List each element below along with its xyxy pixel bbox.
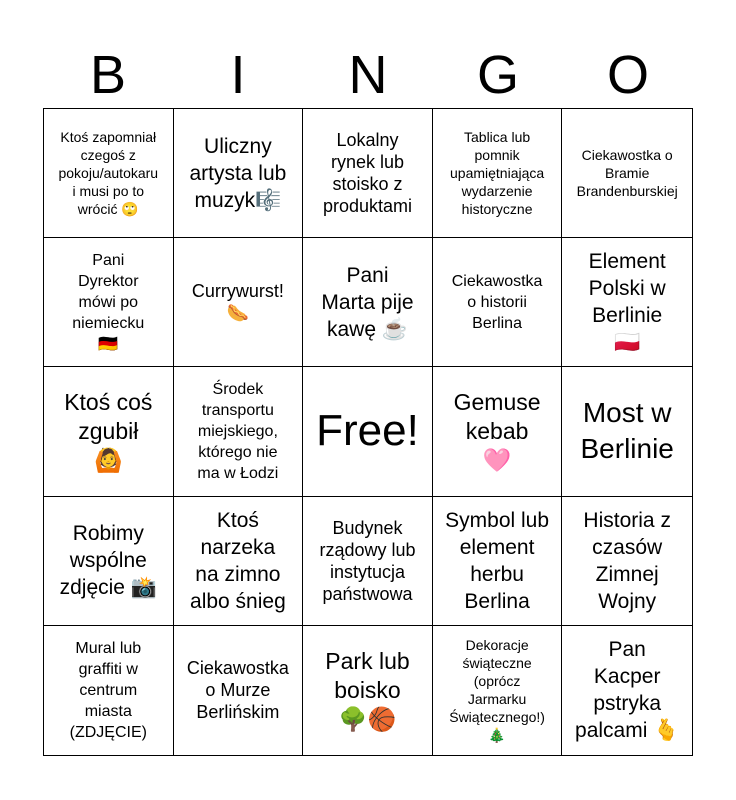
bingo-cell-text: Pan Kacper pstryka palcami 🫰 bbox=[575, 638, 680, 743]
bingo-cell-text: Pani Dyrektor mówi po niemiecku 🇩🇪 bbox=[72, 251, 145, 353]
bingo-cell-r3c2[interactable] bbox=[174, 367, 304, 496]
bingo-cell-r4c4[interactable] bbox=[433, 497, 563, 626]
bingo-cell-r1c4[interactable] bbox=[433, 109, 563, 238]
bingo-cell-text: Currywurst! 🌭 bbox=[191, 281, 284, 324]
bingo-cell-r5c4[interactable] bbox=[433, 626, 563, 755]
bingo-cell-r2c5[interactable] bbox=[562, 238, 692, 367]
bingo-cell-r4c3[interactable] bbox=[303, 497, 433, 626]
bingo-grid bbox=[43, 108, 693, 756]
bingo-cell-text: Symbol lub element herbu Berlina bbox=[445, 508, 550, 613]
bingo-cell-free[interactable] bbox=[303, 367, 433, 496]
bingo-cell-text: Ktoś zapomniał czegoś z pokoju/autokaru i musi po to wrócić 🙄 bbox=[58, 129, 159, 218]
bingo-cell-text: Dekoracje świąteczne (oprócz Jarmarku Świątecznego!) 🎄 bbox=[449, 637, 545, 744]
bingo-cell-text: Element Polski w Berlinie 🇵🇱 bbox=[588, 250, 666, 355]
bingo-cell-r5c1[interactable] bbox=[44, 626, 174, 755]
bingo-cell-text: Ktoś narzeka na zimno albo śnieg bbox=[190, 508, 286, 613]
bingo-cell-text: Uliczny artysta lub muzyk🎼 bbox=[189, 134, 287, 212]
header-letter-n: N bbox=[348, 45, 388, 105]
bingo-cell-r4c1[interactable] bbox=[44, 497, 174, 626]
bingo-cell-r1c3[interactable] bbox=[303, 109, 433, 238]
bingo-cell-r2c3[interactable] bbox=[303, 238, 433, 367]
bingo-cell-text: Gemuse kebab 🩷 bbox=[453, 388, 541, 473]
bingo-cell-r2c1[interactable] bbox=[44, 238, 174, 367]
header-letter-g: G bbox=[476, 45, 519, 105]
bingo-cell-text: Ciekawostka o Bramie Brandenburskiej bbox=[576, 147, 678, 200]
free-space-text: Free! bbox=[316, 406, 419, 456]
bingo-cell-text: Historia z czasów Zimnej Wojny bbox=[583, 508, 671, 613]
bingo-cell-r5c3[interactable] bbox=[303, 626, 433, 755]
bingo-cell-text: Most w Berlinie bbox=[580, 397, 674, 465]
bingo-header bbox=[43, 42, 693, 108]
bingo-cell-text: Ciekawostka o Murze Berlińskim bbox=[186, 658, 289, 723]
bingo-cell-r5c5[interactable] bbox=[562, 626, 692, 755]
bingo-cell-text: Środek transportu miejskiego, którego nie ma w Łodzi bbox=[197, 380, 279, 482]
bingo-cell-text: Ktoś coś zgubił 🙆 bbox=[64, 388, 153, 473]
bingo-cell-r2c2[interactable] bbox=[174, 238, 304, 367]
bingo-cell-r4c2[interactable] bbox=[174, 497, 304, 626]
header-letter-b: B bbox=[89, 45, 127, 105]
bingo-cell-r3c1[interactable] bbox=[44, 367, 174, 496]
bingo-cell-r1c5[interactable] bbox=[562, 109, 692, 238]
bingo-cell-r3c4[interactable] bbox=[433, 367, 563, 496]
bingo-cell-r1c1[interactable] bbox=[44, 109, 174, 238]
bingo-cell-text: Ciekawostka o historii Berlina bbox=[451, 272, 543, 332]
bingo-cell-r4c5[interactable] bbox=[562, 497, 692, 626]
bingo-cell-text: Tablica lub pomnik upamiętniająca wydarzenie historyczne bbox=[450, 129, 545, 218]
header-letter-o: O bbox=[606, 45, 649, 105]
bingo-cell-text: Park lub boisko 🌳🏀 bbox=[325, 647, 410, 732]
header-letter-i: I bbox=[230, 45, 246, 105]
bingo-cell-r1c2[interactable] bbox=[174, 109, 304, 238]
bingo-cell-text: Mural lub graffiti w centrum miasta (ZDJĘCIE) bbox=[69, 639, 147, 741]
bingo-cell-text: Pani Marta pije kawę ☕ bbox=[321, 263, 414, 341]
bingo-cell-r5c2[interactable] bbox=[174, 626, 304, 755]
bingo-cell-r2c4[interactable] bbox=[433, 238, 563, 367]
bingo-cell-text: Lokalny rynek lub stoisko z produktami bbox=[322, 130, 413, 217]
bingo-cell-text: Budynek rządowy lub instytucja państwowa bbox=[319, 517, 416, 604]
bingo-cell-text: Robimy wspólne zdjęcie 📸 bbox=[59, 522, 157, 600]
bingo-cell-r3c5[interactable] bbox=[562, 367, 692, 496]
